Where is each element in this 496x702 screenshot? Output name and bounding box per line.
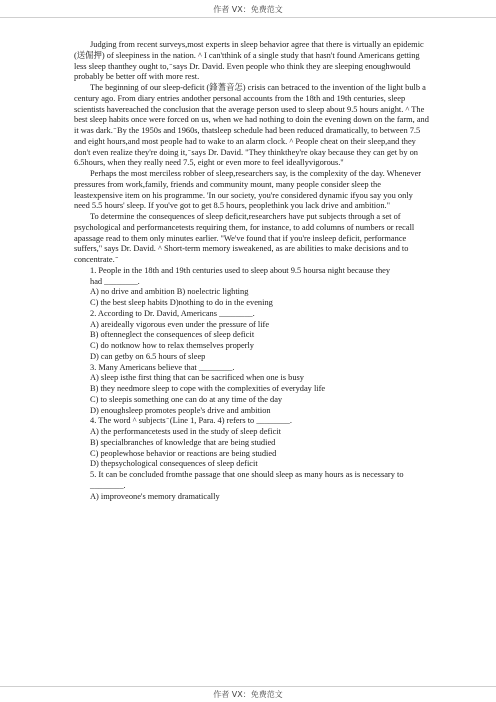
passage-paragraph-2: The beginning of our sleep-deficit (鋒蓍音怎) crisis can betraced to the invention of the light bulb a century ago. From diary entries andother personal accounts from the 18th and 19th centuries, sleep scientists havereached the conclusion that the average person used to sleep about 9.5 hours anight. ^ The best sleep habits once were forced on us, when we had nothing to doin the evening down on the farm, and it was dark. ̄ By the 1950s and 1960s, thatsleep schedule had been reduced dramatically, to between 7.5 and eight hours,and most people had to wake to an alarm clock. ^ People cheat on their sleep,and they don't even realize they're doing it, ̄ says Dr. David. "They thinkthey're okay because they can get by on 6.5hours, when they really need 7.5, eight or even more to feel ideallyvigorous."	[74, 83, 429, 168]
document-body	[74, 40, 430, 502]
question-5-stem: 5. It can be concluded fromthe passage that one should sleep as many hours as is necessary to ________.	[90, 470, 404, 490]
question-4-stem: 4. The word ^ subjects ̄ (Line 1, Para. 4) refers to ________.	[90, 416, 292, 426]
question-3-stem: 3. Many Americans believe that ________.	[90, 362, 235, 372]
question-4-option-b: B) specialbranches of knowledge that are being studied	[90, 437, 276, 447]
passage-paragraph-4: To determine the consequences of sleep deficit,researchers have put subjects through a set of psychological and performancetests requiring them, for instance, to add columns of numbers or recall apassage read to them only minutes earlier. "We've found that if you're insleep deficit, performance suffers," says Dr. David. ^ Short-term memory isweakened, as are abilities to make decisions and to concentrate. ̄	[74, 212, 415, 264]
page-footer: 作者 VX：免费范文	[213, 690, 283, 699]
question-4-option-a: A) the performancetests used in the study of sleep deficit	[90, 427, 281, 436]
question-2-option-b: B) oftenneglect the consequences of sleep deficit	[90, 330, 255, 340]
question-3-option-b: B) they needmore sleep to cope with the complexities of everyday life	[90, 384, 326, 393]
question-3-option-d: D) enoughsleep promotes people's drive and ambition	[90, 405, 271, 415]
page-header: 作者 VX：免费范文	[213, 5, 283, 14]
question-4-option-d: D) thepsychological consequences of sleep deficit	[90, 459, 258, 469]
footer-divider	[0, 686, 496, 687]
question-3-option-c: C) to sleepis something one can do at any time of the day	[90, 394, 283, 404]
question-1-option-line: A) no drive and ambition B) noelectric lighting	[90, 287, 249, 297]
question-4-option-c: C) peoplewhose behavior or reactions are being studied	[90, 448, 277, 458]
question-2-stem: 2. According to Dr. David, Americans ________.	[90, 308, 255, 318]
question-2-option-a: A) areideally vigorous even under the pressure of life	[90, 319, 270, 329]
question-3-option-a: A) sleep isthe first thing that can be sacrificed when one is busy	[90, 373, 304, 383]
question-2-option-d: D) can getby on 6.5 hours of sleep	[90, 351, 206, 361]
passage-paragraph-1: Judging from recent surveys,most experts in sleep behavior agree that there is virtually an epidemic (送倔押) of sleepiness in the nation. ^ I can'tthink of a single study that hasn't found Americans getting less sleep thanthey ought to, ̄ says Dr. David. Even people who think they are sleeping enoughwould probably be better off with more rest.	[74, 40, 424, 82]
question-2-option-c: C) do notknow how to relax themselves properly	[90, 341, 254, 350]
header-divider	[0, 17, 496, 18]
question-1-option-line: C) the best sleep habits D)nothing to do in the evening	[90, 298, 273, 307]
passage-paragraph-3: Perhaps the most merciless robber of sleep,researchers say, is the complexity of the day. Whenever pressures from work,family, friends and community mount, many people consider sleep the leastexpensive item on his programme. 'In our society, you're considered dynamic ifyou say you only need 5.5 hours' sleep. If you've got to get 8.5 hours, peoplethink you lack drive and ambition."	[74, 169, 422, 211]
question-5-option-a: A) improveone's memory dramatically	[90, 491, 220, 501]
question-1-stem-continued: had ________.	[90, 276, 140, 286]
question-1-stem: 1. People in the 18th and 19th centuries used to sleep about 9.5 hoursa night because they	[90, 265, 391, 275]
